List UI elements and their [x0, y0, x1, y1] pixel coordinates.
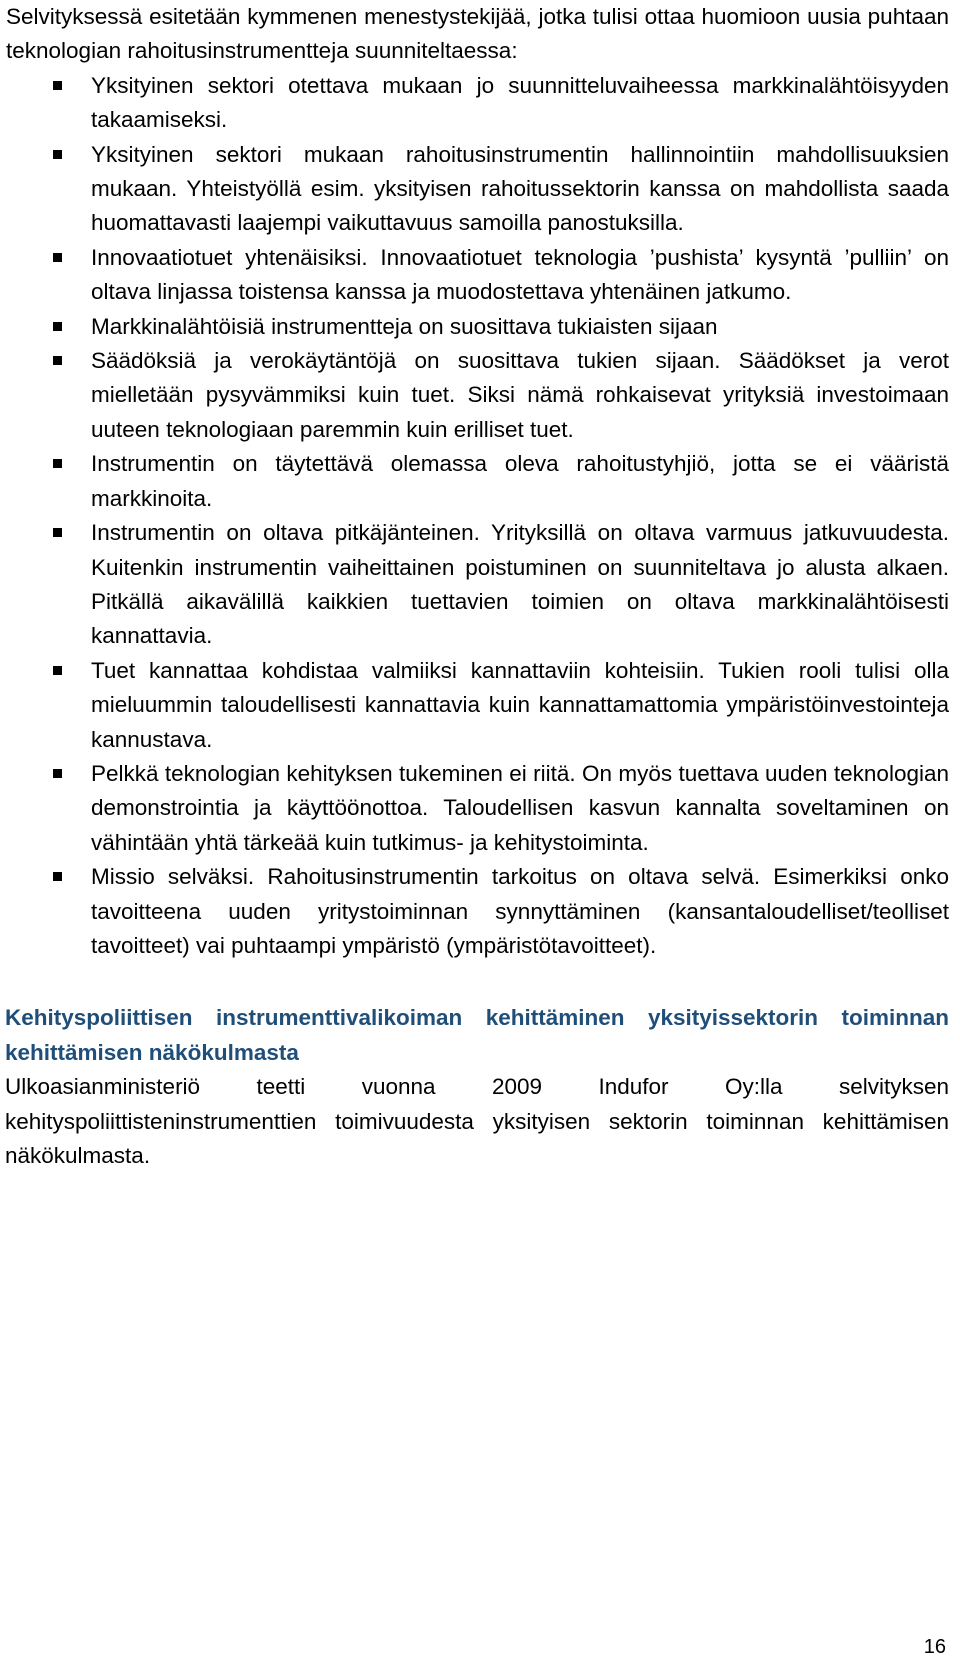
list-item-text: Markkinalähtöisiä instrumentteja on suosittava tukiaisten sijaan	[91, 313, 718, 339]
square-bullet-icon	[53, 356, 62, 365]
list-item-text: Yksityinen sektori otettava mukaan jo suunnitteluvaiheessa markkinalähtöisyyden takaamiseksi.	[91, 72, 949, 133]
list-item-text: Instrumentin on täytettävä olemassa oleva rahoitustyhjiö, jotta se ei vääristä markkinoita.	[91, 451, 949, 511]
list-item	[5, 310, 949, 344]
list-item	[5, 516, 949, 654]
list-item	[5, 241, 949, 310]
list-item	[5, 69, 949, 138]
list-item	[5, 757, 949, 860]
square-bullet-icon	[53, 81, 62, 90]
list-item-text: Pelkkä teknologian kehityksen tukeminen ei riitä. On myös tuettava uuden teknologian demonstrointia ja käyttöönottoa. Taloudellisen kasvun kannalta soveltaminen on vähintään yhtä tärkeää kuin tutkimus- ja kehitystoiminta.	[91, 760, 949, 855]
list-item	[5, 344, 949, 447]
square-bullet-icon	[53, 322, 62, 331]
list-item-text: Yksityinen sektori mukaan rahoitusinstrumentin hallinnointiin mahdollisuuksien mukaan. Yhteistyöllä esim. yksityisen rahoitussektorin kanssa on mahdollista saada huomattavasti laajempi vaikuttavuus samoilla panostuksilla.	[91, 141, 949, 236]
list-item	[5, 860, 949, 963]
document-page	[5, 0, 949, 1173]
list-item-text: Instrumentin on oltava pitkäjänteinen. Yrityksillä on oltava varmuus jatkuvuudesta. Kuitenkin instrumentin vaiheittainen poistuminen on suunniteltava jo alusta alkaen. Pitkällä aikavälillä kaikkien tuettavien toimien on oltava markkinalähtöisesti kannattavia.	[91, 520, 949, 649]
list-item-text: Säädöksiä ja verokäytäntöjä on suosittava tukien sijaan. Säädökset ja verot mielletään pysyvämmiksi kuin tuet. Siksi nämä rohkaisevat yrityksiä investoimaan uuteen teknologiaan paremmin kuin erilliset tuet.	[91, 348, 949, 442]
list-item	[5, 447, 949, 516]
section-body: Ulkoasianministeriö teetti vuonna 2009 Indufor Oy:lla selvityksen kehityspoliittisteninstrumenttien toimivuudesta yksityisen sektorin toiminnan kehittämisen näkökulmasta.	[5, 1074, 949, 1168]
square-bullet-icon	[53, 769, 62, 778]
list-item-text: Tuet kannattaa kohdistaa valmiiksi kannattaviin kohteisiin. Tukien rooli tulisi olla mieluummin taloudellisesti kannattavia kuin kannattamattomia ympäristöinvestointeja kannustava.	[91, 657, 949, 752]
square-bullet-icon	[53, 459, 62, 468]
list-item	[5, 138, 949, 241]
square-bullet-icon	[53, 253, 62, 262]
page-number: 16	[923, 1636, 946, 1658]
section-heading: Kehityspoliittisen instrumenttivalikoiman kehittäminen yksityissektorin toiminnan kehittämisen näkökulmasta	[5, 1005, 949, 1065]
list-item-text: Missio selväksi. Rahoitusinstrumentin tarkoitus on oltava selvä. Esimerkiksi onko tavoitteena uuden yritystoiminnan synnyttäminen (kansantaloudelliset/teolliset tavoitteet) vai puhtaampi ympäristö (ympäristötavoitteet).	[91, 864, 949, 958]
square-bullet-icon	[53, 150, 62, 159]
list-item	[5, 654, 949, 757]
square-bullet-icon	[53, 666, 62, 675]
intro-paragraph: Selvityksessä esitetään kymmenen menestystekijää, jotka tulisi ottaa huomioon uusia puhtaan teknologian rahoitusinstrumentteja suunniteltaessa:	[6, 4, 949, 64]
square-bullet-icon	[53, 528, 62, 537]
list-item-text: Innovaatiotuet yhtenäisiksi. Innovaatiotuet teknologia ’pushista’ kysyntä ’pulliin’ on oltava linjassa toistensa kanssa ja muodostettava yhtenäinen jatkumo.	[91, 244, 949, 305]
square-bullet-icon	[53, 872, 62, 881]
success-factor-list	[5, 69, 949, 964]
